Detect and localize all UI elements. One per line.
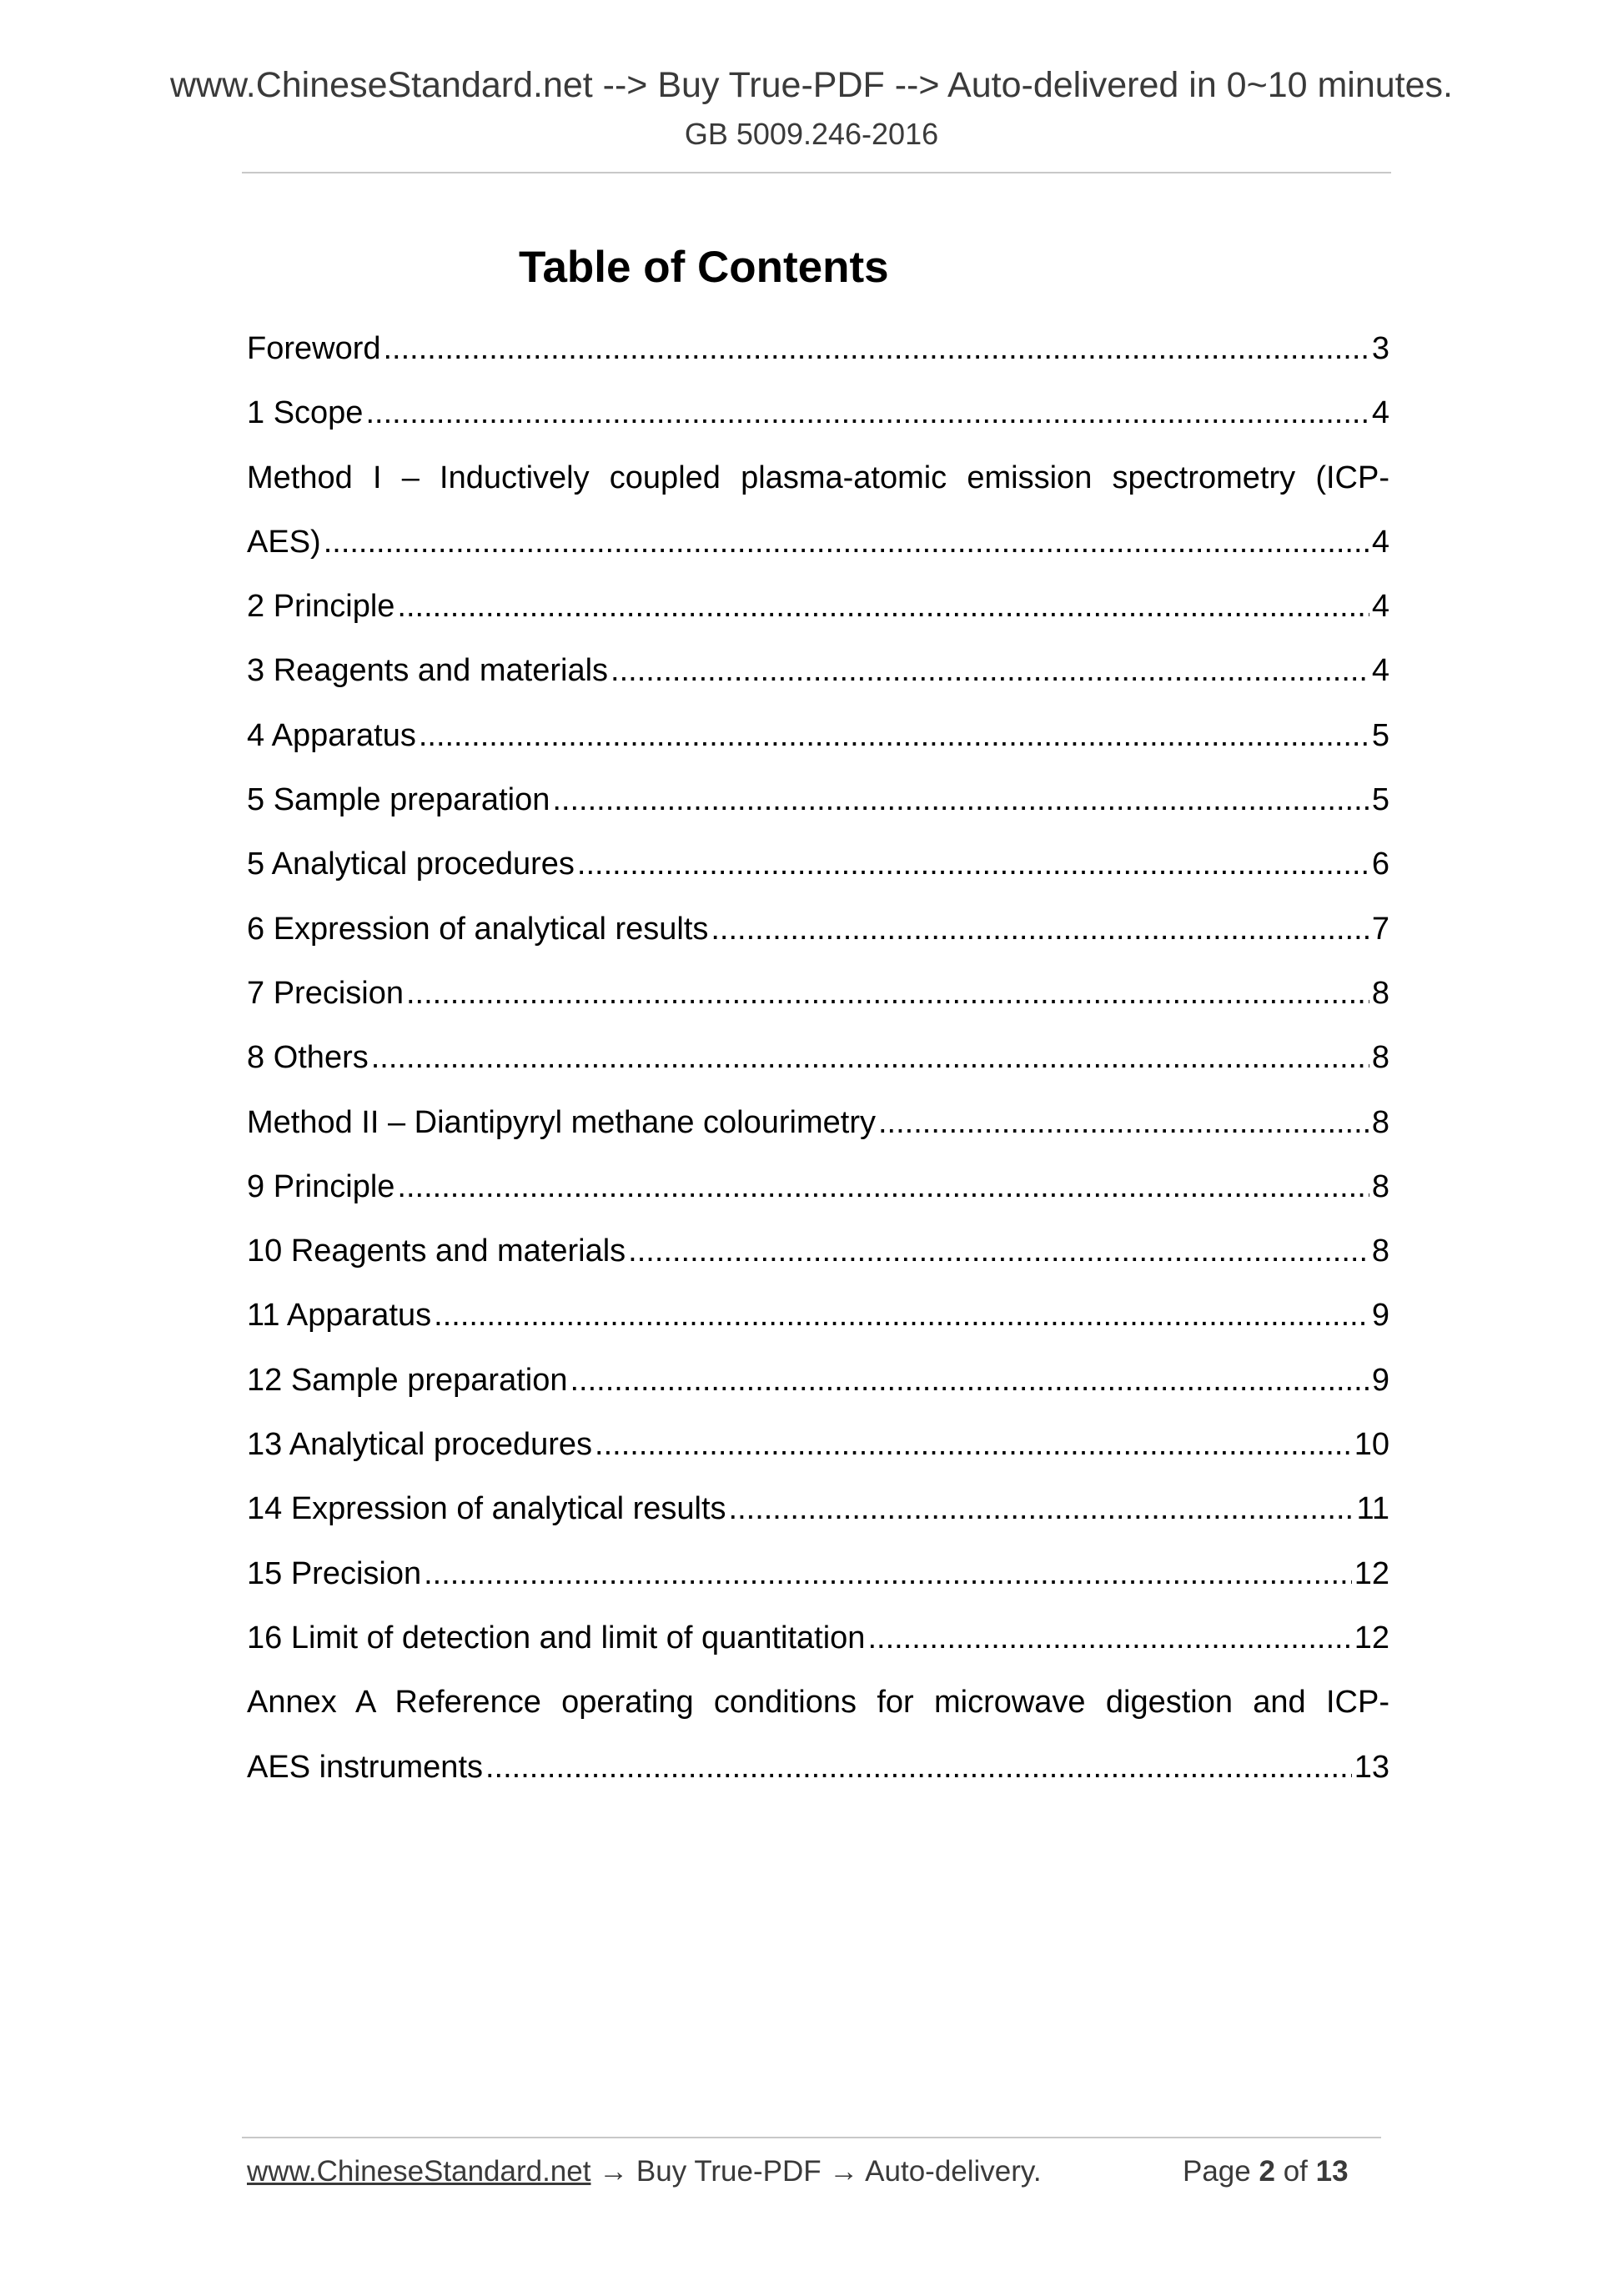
toc-entry-principle-9[interactable] [247,1155,1389,1219]
header-banner: www.ChineseStandard.net --> Buy True-PDF --> Auto-delivered in 0~10 minutes. [169,65,1453,105]
toc-entry-label: 7 Precision [247,975,404,1011]
dot-leader [595,1413,1352,1477]
toc-entry-method1[interactable] [247,510,1389,575]
toc-entry-label: 15 Precision [247,1555,422,1591]
toc-entry-label: 14 Expression of analytical results [247,1491,726,1527]
toc-entry-reagents[interactable] [247,639,1389,703]
toc-entry-label: 6 Expression of analytical results [247,911,709,947]
toc-entry-expression[interactable] [247,897,1389,962]
toc-entry-precision[interactable] [247,962,1389,1026]
toc-entry-page: 4 [1371,589,1389,625]
toc-entry-apparatus-11[interactable] [247,1284,1389,1348]
toc-entry-method1-line1[interactable]: Method I – Inductively coupled plasma-atomic emission spectrometry (ICP- [247,460,1389,495]
of-word: of [1283,2155,1308,2188]
toc-entry-page: 4 [1371,653,1389,689]
toc-entry-scope[interactable] [247,381,1389,445]
toc-entry-label: 12 Sample preparation [247,1362,568,1398]
dot-leader [371,1026,1369,1090]
toc-entry-method2[interactable] [247,1091,1389,1155]
toc-entry-page: 6 [1371,847,1389,882]
toc-entry-label: 1 Scope [247,395,364,431]
dot-leader [552,768,1369,832]
footer-site-link[interactable]: www.ChineseStandard.net [247,2155,591,2188]
dot-leader [419,704,1369,768]
toc-entry-page: 11 [1356,1491,1389,1527]
toc-entry-page: 8 [1371,975,1389,1011]
toc-entry-principle[interactable] [247,575,1389,639]
toc-entry-annex-line1[interactable]: Annex A Reference operating conditions for microwave digestion and ICP- [247,1685,1389,1721]
toc-entry-page: 4 [1371,395,1389,431]
total-page-count: 13 [1315,2155,1349,2188]
toc-entry-analytical-procedures[interactable] [247,832,1389,897]
toc-entry-page: 10 [1354,1427,1389,1463]
toc-entry-label: 8 Others [247,1040,369,1076]
toc-entry-sample-preparation[interactable] [247,768,1389,832]
current-page-number: 2 [1259,2155,1275,2188]
toc-entry-label: 16 Limit of detection and limit of quantitation [247,1620,866,1655]
footer-tagline: → Buy True-PDF → Auto-delivery. [590,2155,1042,2188]
toc-entry-page: 8 [1371,1168,1389,1204]
toc-entry-apparatus[interactable] [247,704,1389,768]
toc-entry-label: Method II – Diantipyryl methane colourimetry [247,1104,876,1140]
footer-divider [242,2137,1381,2138]
toc-entry-page: 9 [1371,1298,1389,1334]
header-divider [242,172,1391,173]
dot-leader [424,1542,1352,1606]
toc-entry-label: 5 Sample preparation [247,782,550,818]
footer-promo [247,2155,1042,2188]
dot-leader [397,1155,1369,1219]
toc-entry-label: 3 Reagents and materials [247,653,609,689]
toc-entry-label: 4 Apparatus [247,717,416,753]
dot-leader [628,1219,1369,1284]
toc-entry-label: 2 Principle [247,589,395,625]
dot-leader [397,575,1369,639]
toc-entry-label: AES instruments [247,1749,483,1785]
toc-entry-label: 5 Analytical procedures [247,847,575,882]
toc-entry-page: 3 [1371,331,1389,366]
toc-entry-label: 9 Principle [247,1168,395,1204]
toc-entry-label: 11 Apparatus [247,1298,432,1334]
table-of-contents [247,317,1389,1800]
toc-entry-page: 13 [1354,1749,1389,1785]
dot-leader [729,1477,1354,1541]
toc-entry-page: 7 [1371,911,1389,947]
toc-entry-expression-14[interactable] [247,1477,1389,1541]
toc-entry-label: AES) [247,524,321,560]
dot-leader [878,1091,1369,1155]
dot-leader [611,639,1369,703]
toc-entry-foreword[interactable] [247,317,1389,381]
toc-entry-page: 5 [1371,717,1389,753]
toc-entry-page: 12 [1354,1555,1389,1591]
dot-leader [434,1284,1369,1348]
toc-entry-analytical-procedures-13[interactable] [247,1413,1389,1477]
toc-entry-page: 8 [1371,1104,1389,1140]
dot-leader [485,1736,1352,1800]
toc-entry-label: 13 Analytical procedures [247,1427,593,1463]
toc-entry-sample-preparation-12[interactable] [247,1349,1389,1413]
toc-entry-precision-15[interactable] [247,1542,1389,1606]
toc-entry-label: Foreword [247,331,381,366]
dot-leader [570,1349,1369,1413]
page-title: Table of Contents [519,243,889,292]
standard-code: GB 5009.246-2016 [684,117,939,151]
toc-entry-reagents-10[interactable] [247,1219,1389,1284]
toc-entry-page: 4 [1371,524,1389,560]
toc-entry-annex[interactable] [247,1736,1389,1800]
dot-leader [711,897,1369,962]
dot-leader [406,962,1369,1026]
toc-entry-page: 8 [1371,1233,1389,1269]
page-indicator [1183,2155,1349,2188]
dot-leader [324,510,1369,575]
dot-leader [867,1606,1351,1671]
toc-entry-page: 8 [1371,1040,1389,1076]
toc-entry-page: 9 [1371,1362,1389,1398]
toc-entry-page: 5 [1371,782,1389,818]
toc-entry-limit-16[interactable] [247,1606,1389,1671]
dot-leader [365,381,1369,445]
toc-entry-label: 10 Reagents and materials [247,1233,626,1269]
toc-entry-others[interactable] [247,1026,1389,1090]
dot-leader [384,317,1369,381]
page-word: Page [1183,2155,1251,2188]
dot-leader [577,832,1369,897]
toc-entry-page: 12 [1354,1620,1389,1655]
